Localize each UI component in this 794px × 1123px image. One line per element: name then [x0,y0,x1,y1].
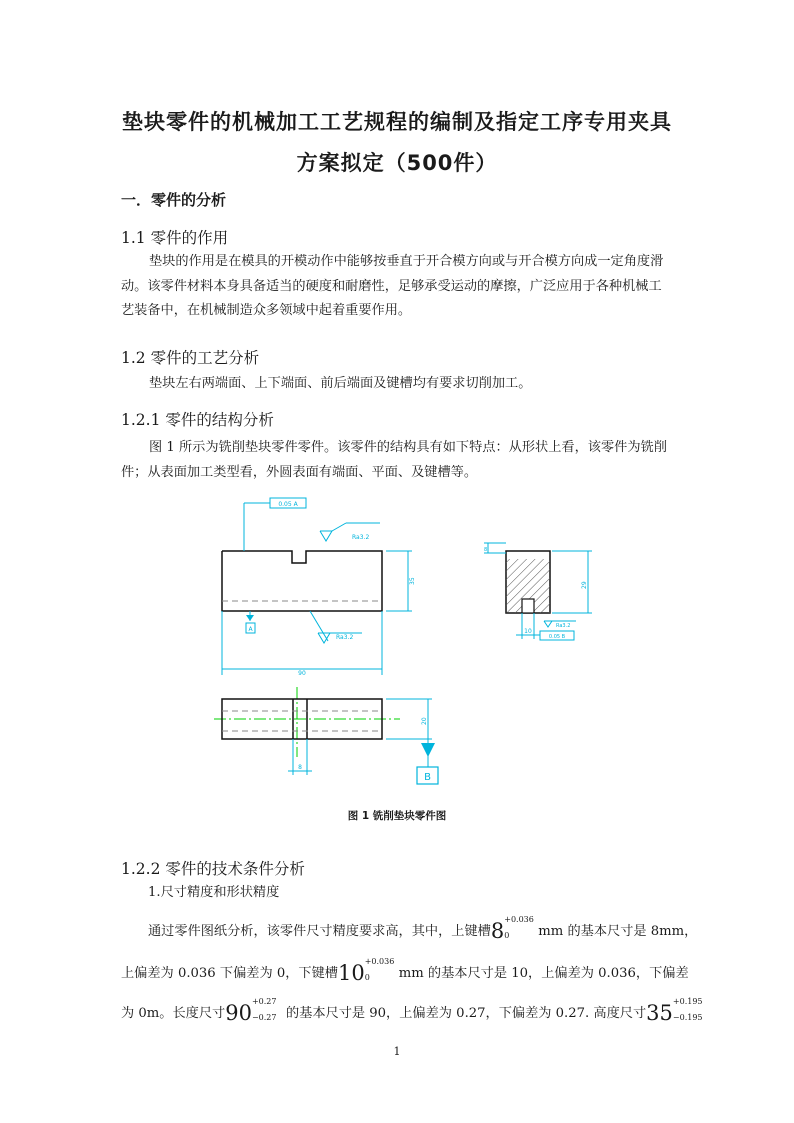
section-1-2-1-heading: 1.2.1 零件的结构分析 [121,411,274,429]
tolerance-8-lower: 0 [504,931,510,940]
tolerance-line-3a: 为 0m。长度尺寸 [121,1006,226,1021]
section-1-heading: 一．零件的分析 [121,191,227,209]
dim-bottom-slot: 10 [524,628,532,635]
dim-width-top: 20 [421,717,428,725]
datum-a-label: A [248,626,253,633]
tolerance-90-base: 90 [225,1001,252,1025]
tolerance-90-upper: +0.27 [251,997,277,1006]
dim-length: 90 [298,670,306,677]
tolerance-35 [646,997,703,1025]
tolerance-10-base: 10 [337,961,365,985]
dim-width-side: 29 [581,581,588,589]
tolerance-10 [337,957,395,985]
tolerance-10-lower: 0 [364,973,370,982]
title-line-1: 垫块零件的机械加工工艺规程的编制及指定工序专用夹具 [122,110,672,134]
section-1-2-paragraph: 垫块左右两端面、上下端面、前后端面及键槽均有要求切削加工。 [149,376,532,391]
section-1-2-2-heading: 1.2.2 零件的技术条件分析 [121,860,305,878]
tolerance-box-label: 0.05 A [278,501,298,508]
side-view [484,543,592,640]
top-view [214,687,438,784]
tolerance-8-upper: +0.036 [504,915,534,924]
tolerance-line-2 [121,957,689,987]
tolerance-90-lower: −0.27 [251,1013,277,1022]
tolerance-line-1a: 通过零件图纸分析，该零件尺寸精度要求高，其中，上键槽 [148,924,491,939]
datum-b-label: B [424,772,431,783]
tolerance-line-1b: mm 的基本尺寸是 8mm， [538,924,698,939]
section-1-1-paragraph: 垫块的作用是在模具的开模动作中能够按垂直于开合模方向或与开合模方向成一定角度滑动。该零件材料本身具备适当的硬度和耐磨性，足够承受运动的摩擦，广泛应用于各种机械工艺装备中，在机械制造众多领域中起着重要作用。 [121,254,664,318]
front-view [222,498,416,677]
tolerance-line-2b: mm 的基本尺寸是 10，上偏差为 0.036，下偏差 [398,966,689,981]
tolerance-line-2a: 上偏差为 0.036 下偏差为 0，下键槽 [121,966,338,981]
title-line-2: 方案拟定（500件） [296,151,498,175]
dim-top-slot: 8 [484,547,488,553]
tolerance-line-3b: 的基本尺寸是 90，上偏差为 0.27，下偏差为 0.27. 高度尺寸 [285,1006,647,1021]
tolerance-10-upper: +0.036 [364,957,395,966]
dim-slot-top: 8 [298,764,302,771]
tolerance-8 [490,915,534,943]
side-tolerance-box: 0.05 B [548,634,566,640]
part-drawing [200,495,620,795]
tolerance-35-base: 35 [646,1001,673,1025]
tolerance-35-lower: −0.195 [672,1013,703,1022]
section-1-2-1-paragraph: 图 1 所示为铣削垫块零件零件。该零件的结构具有如下特点：从形状上看，该零件为铣削件；从表面加工类型看，外圆表面有端面、平面、及键槽等。 [121,440,667,480]
tolerance-35-upper: +0.195 [672,997,703,1006]
tolerance-line-3 [121,997,703,1027]
tolerance-line-1 [148,915,698,945]
section-1-2-heading: 1.2 零件的工艺分析 [121,349,260,367]
subheading-dimension-accuracy: 1.尺寸精度和形状精度 [148,885,280,900]
roughness-bottom-label: Ra3.2 [336,634,354,641]
tolerance-8-base: 8 [490,919,505,943]
section-1-1-heading: 1.1 零件的作用 [121,229,229,247]
roughness-top-label: Ra3.2 [352,534,370,541]
tolerance-90 [225,997,277,1025]
roughness-side-label: Ra3.2 [556,623,571,629]
dim-height-front: 35 [409,577,416,585]
page-number: 1 [393,1045,401,1058]
figure-caption: 图 1 铣削垫块零件图 [347,810,447,822]
